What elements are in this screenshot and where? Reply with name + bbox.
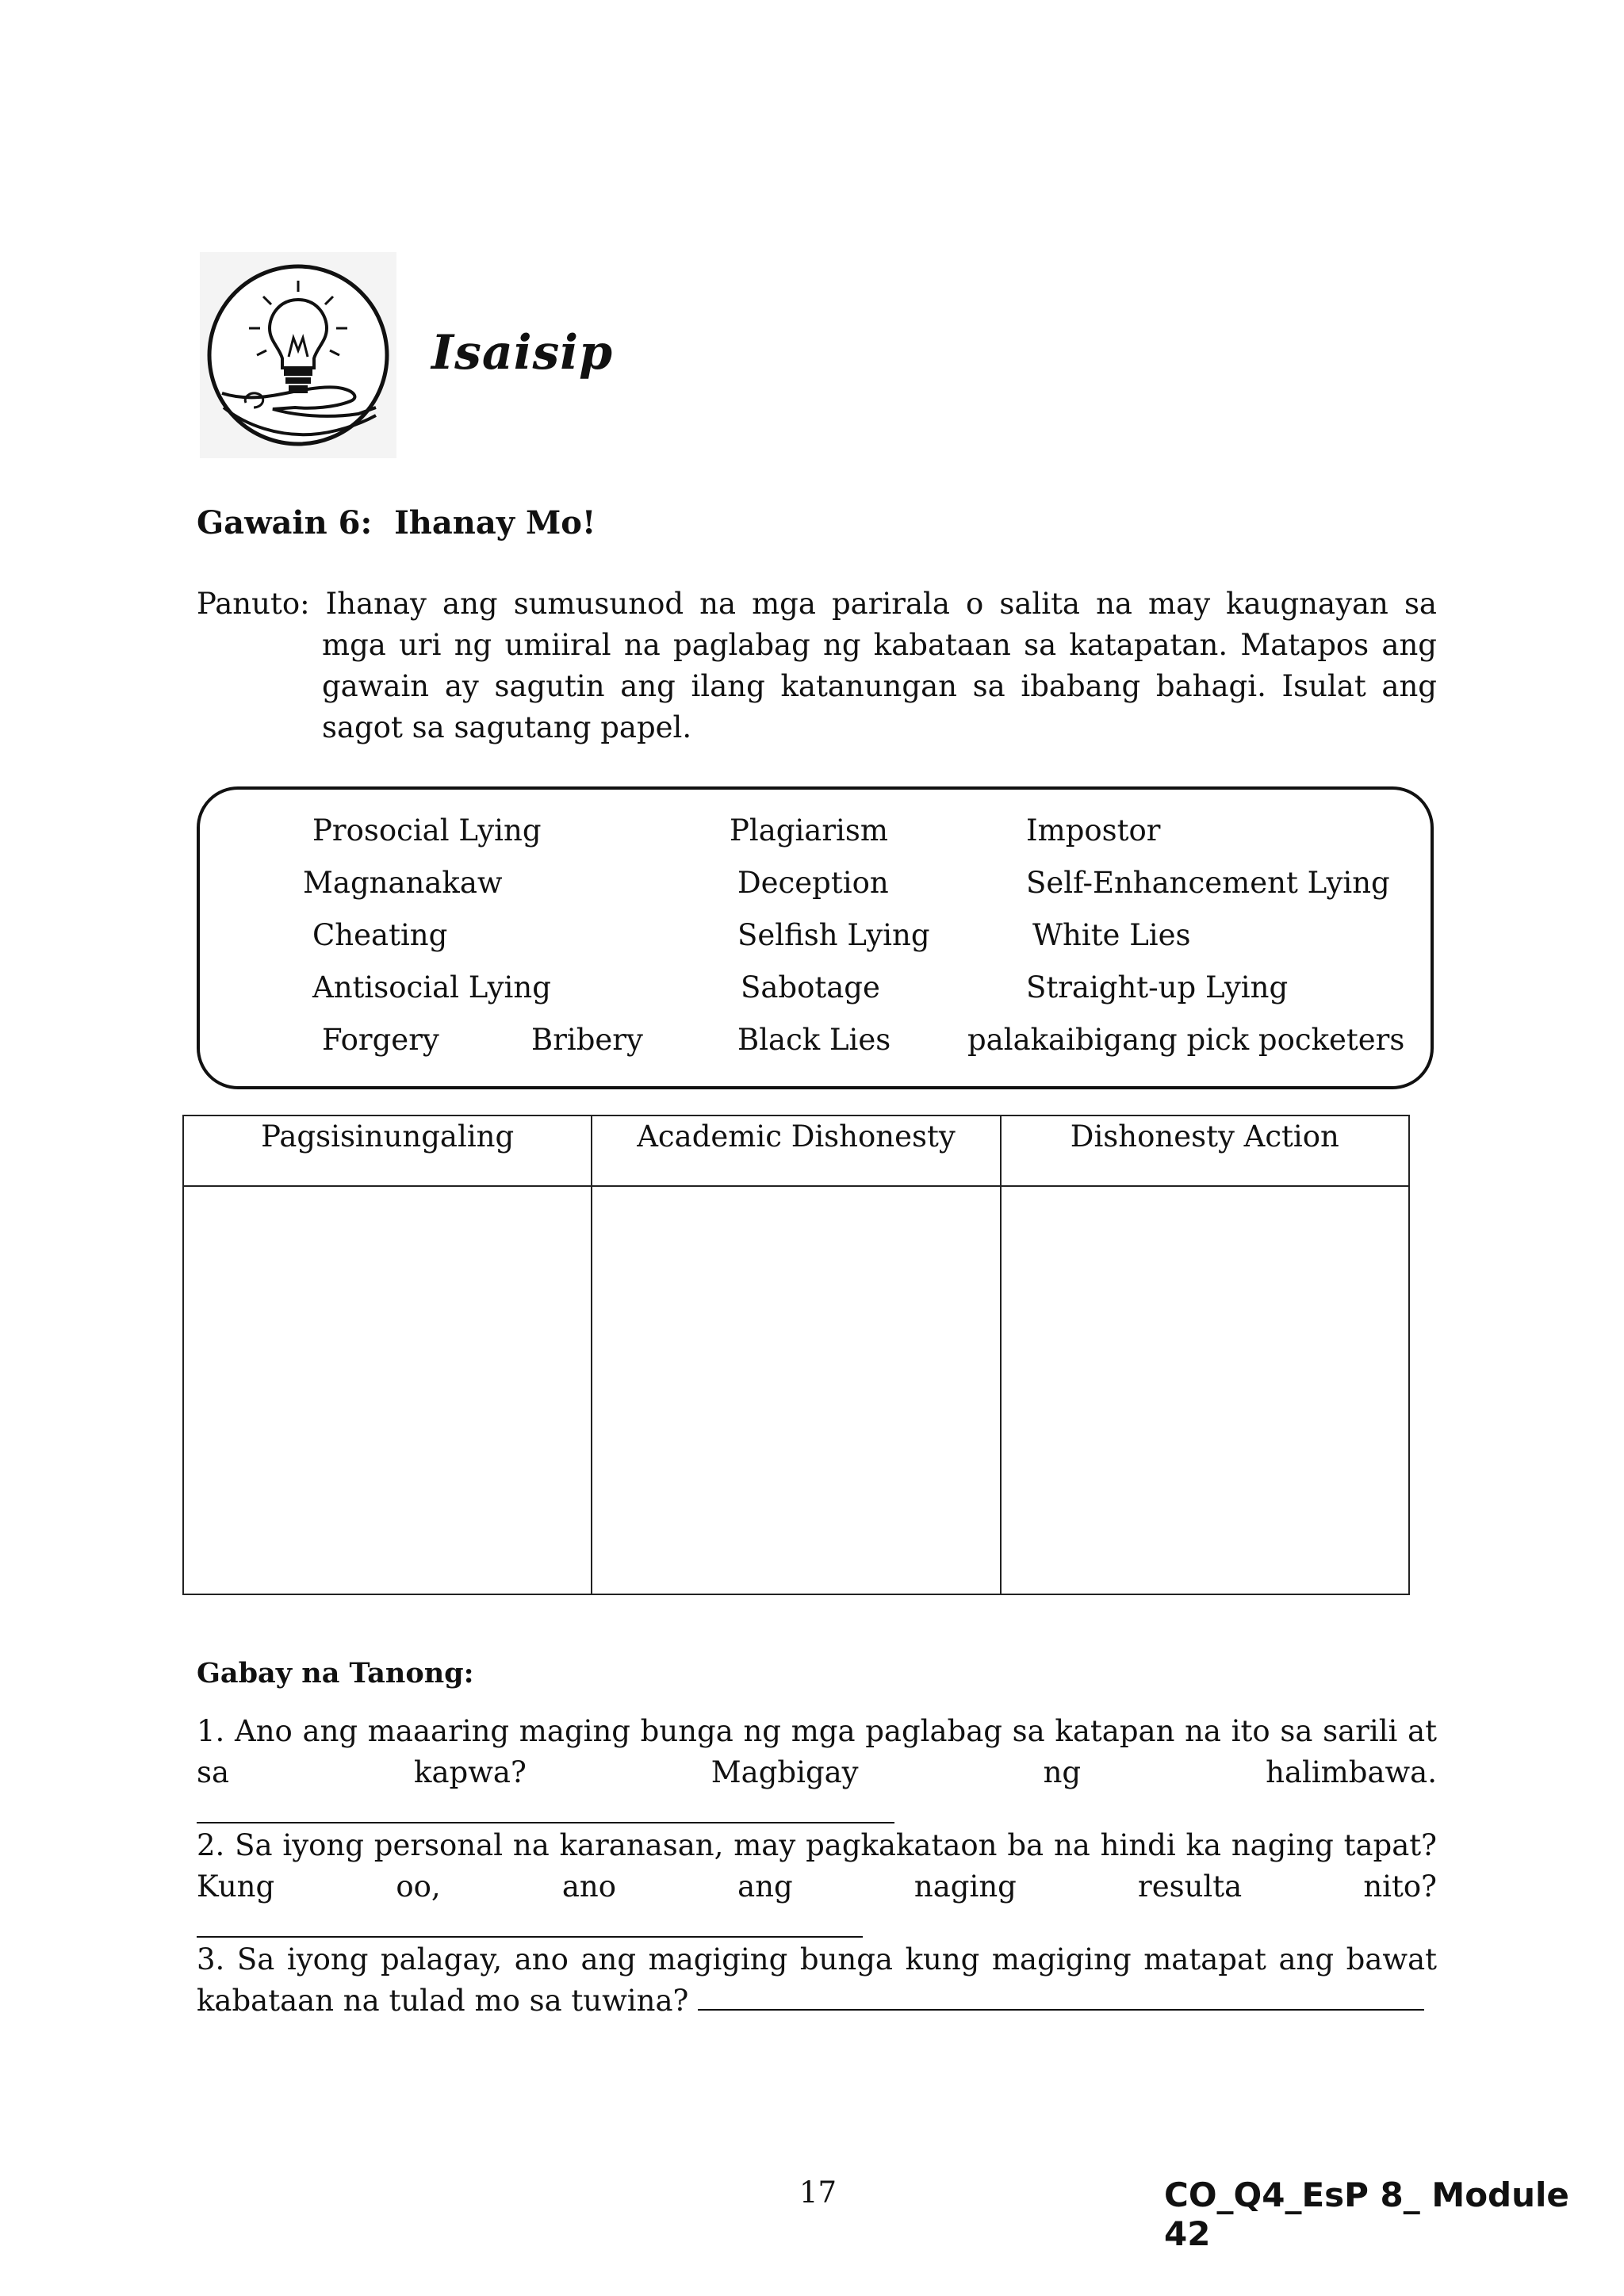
sorting-table (182, 1115, 1410, 1595)
word-bank-item: Magnanakaw (303, 866, 503, 900)
module-code: CO_Q4_EsP 8_ Module 42 (1164, 2175, 1569, 2253)
question-text: 1. Ano ang maaaring maging bunga ng mga paglabag sa katapan na ito sa sarili at sa kapwa? Magbigay ng halimbawa. (197, 1714, 1437, 1789)
word-bank-item: Bribery (531, 1023, 643, 1057)
word-bank-item: Black Lies (737, 1023, 891, 1057)
answer-cell[interactable] (1001, 1186, 1409, 1594)
word-bank-item: Impostor (1026, 813, 1161, 848)
word-bank-item: Plagiarism (730, 813, 888, 848)
activity-title: Gawain 6: Ihanay Mo! (197, 504, 596, 541)
column-header: Dishonesty Action (1001, 1115, 1409, 1186)
word-bank-item: Forgery (322, 1023, 439, 1057)
word-bank-item: Sabotage (741, 970, 880, 1004)
word-bank-item: Cheating (312, 918, 448, 952)
lightbulb-on-hand-icon (200, 252, 396, 458)
column-header: Academic Dishonesty (592, 1115, 1000, 1186)
page-number: 17 (799, 2175, 837, 2210)
question-text: 3. Sa iyong palagay, ano ang magiging bunga kung magiging matapat ang bawat kabataan na tulad mo sa tuwina? (197, 1942, 1437, 2018)
guide-question (197, 1939, 1437, 2022)
word-bank-item: Deception (737, 866, 889, 900)
instructions-first-line: Panuto: Ihanay ang sumusunod na mga parirala o salita na may kaugnayan sa (197, 587, 1437, 621)
table-header-row (183, 1115, 1409, 1186)
section-title: Isaisip (431, 325, 614, 381)
word-bank (197, 786, 1434, 1089)
word-bank-item: palakaibigang pick pocketers (967, 1023, 1405, 1057)
question-text: 2. Sa iyong personal na karanasan, may pagkakataon ba na hindi ka naging tapat? Kung oo, ano ang naging resulta nito? (197, 1828, 1437, 1904)
answer-cell[interactable] (183, 1186, 592, 1594)
guide-question (197, 1825, 1437, 1949)
answer-cell[interactable] (592, 1186, 1000, 1594)
guide-title: Gabay na Tanong: (197, 1657, 474, 1689)
answer-line[interactable] (197, 1795, 894, 1823)
instructions-rest: mga uri ng umiiral na paglabag ng kabataan sa katapatan. Matapos ang gawain ay sagutin ang ilang katanungan sa ibabang bahagi. Isulat ang sagot sa sagutang papel. (322, 628, 1437, 744)
word-bank-item: White Lies (1032, 918, 1191, 952)
answer-row (183, 1186, 1409, 1594)
word-bank-item: Prosocial Lying (312, 813, 542, 848)
word-bank-item: Straight-up Lying (1026, 970, 1289, 1004)
column-header: Pagsisinungaling (183, 1115, 592, 1186)
word-bank-item: Antisocial Lying (312, 970, 551, 1004)
answer-line[interactable] (698, 1982, 1424, 2011)
word-bank-item: Selfish Lying (737, 918, 930, 952)
word-bank-item: Self-Enhancement Lying (1026, 866, 1390, 900)
instructions (197, 584, 1437, 748)
guide-question (197, 1711, 1437, 1835)
answer-line[interactable] (197, 1909, 863, 1938)
